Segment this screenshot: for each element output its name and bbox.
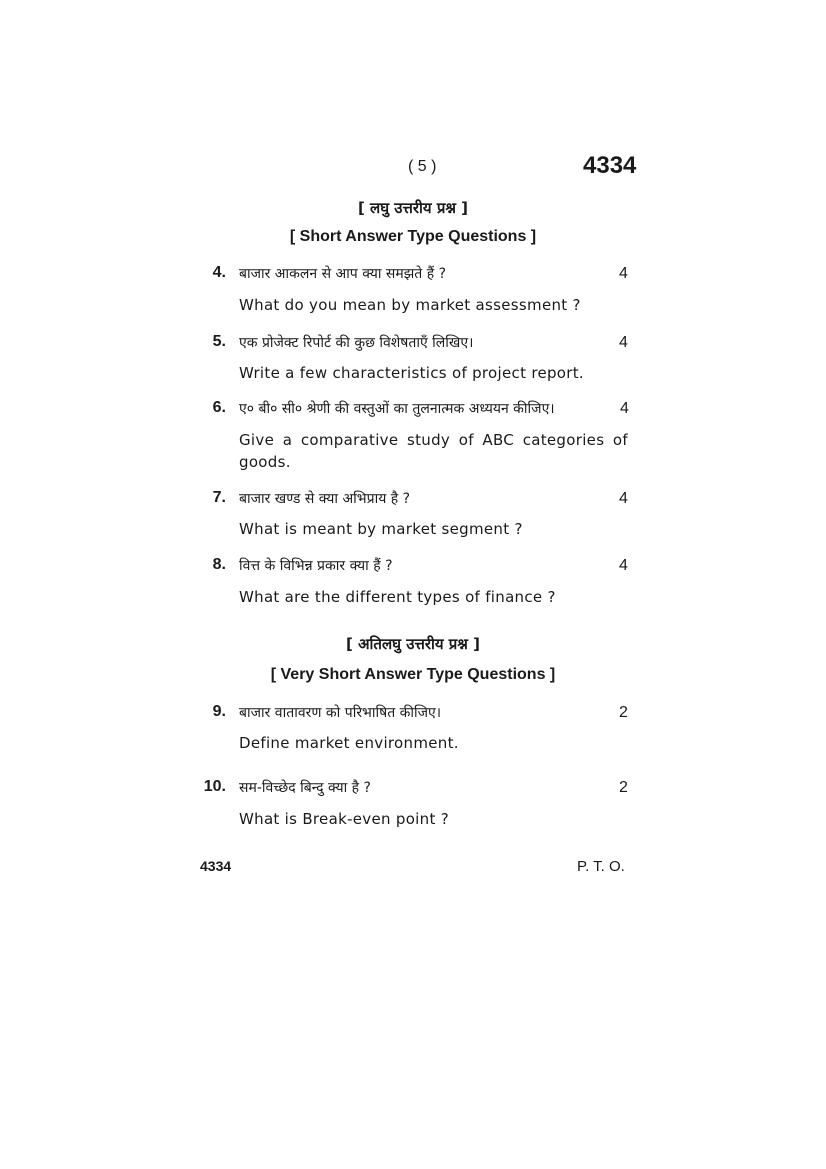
- question-english: What is Break-even point ?: [239, 810, 449, 828]
- question-number: 10.: [203, 778, 226, 795]
- section-title-english: [ Short Answer Type Questions ]: [289, 228, 537, 245]
- question-hindi: बाजार वातावरण को परिभाषित कीजिए।: [239, 705, 442, 721]
- question-hindi: वित्त के विभिन्न प्रकार क्या हैं ?: [239, 558, 393, 574]
- question-marks: 2: [619, 779, 628, 796]
- question-marks: 4: [619, 265, 628, 282]
- question-marks: 4: [620, 400, 629, 417]
- please-turn-over: P. T. O.: [577, 858, 625, 875]
- question-english: Write a few characteristics of project report.: [239, 364, 585, 382]
- question-number: 4.: [212, 264, 226, 281]
- question-marks: 4: [619, 334, 628, 351]
- question-marks: 4: [619, 557, 628, 574]
- paper-code-footer: 4334: [200, 858, 232, 874]
- question-english: Define market environment.: [239, 734, 459, 752]
- section-title-hindi: [ लघु उत्तरीय प्रश्न ]: [357, 199, 469, 217]
- question-english: Give a comparative study of ABC categories of goods.: [239, 431, 628, 471]
- question-number: 7.: [212, 489, 226, 506]
- question-hindi: ए० बी० सी० श्रेणी की वस्तुओं का तुलनात्मक अध्ययन कीजिए।: [239, 401, 555, 417]
- question-marks: 4: [619, 490, 628, 507]
- question-number: 8.: [212, 556, 226, 573]
- question-english: What is meant by market segment ?: [239, 520, 523, 538]
- question-english: What are the different types of finance ?: [239, 588, 556, 606]
- question-english: What do you mean by market assessment ?: [239, 296, 581, 314]
- question-hindi: एक प्रोजेक्ट रिपोर्ट की कुछ विशेषताएँ लिखिए।: [239, 335, 474, 351]
- question-number: 5.: [212, 333, 226, 350]
- question-number: 9.: [212, 703, 226, 720]
- page-number: ( 5 ): [408, 158, 437, 175]
- question-hindi: सम-विच्छेद बिन्दु क्या है ?: [239, 780, 371, 796]
- question-hindi: बाजार खण्ड से क्या अभिप्राय है ?: [239, 491, 411, 507]
- question-hindi: बाजार आकलन से आप क्या समझते हैं ?: [239, 266, 447, 282]
- section-title-english: [ Very Short Answer Type Questions ]: [270, 666, 556, 683]
- paper-code-header: 4334: [583, 152, 637, 179]
- question-number: 6.: [212, 399, 226, 416]
- section-title-hindi: [ अतिलघु उत्तरीय प्रश्न ]: [346, 635, 480, 653]
- question-marks: 2: [619, 704, 628, 721]
